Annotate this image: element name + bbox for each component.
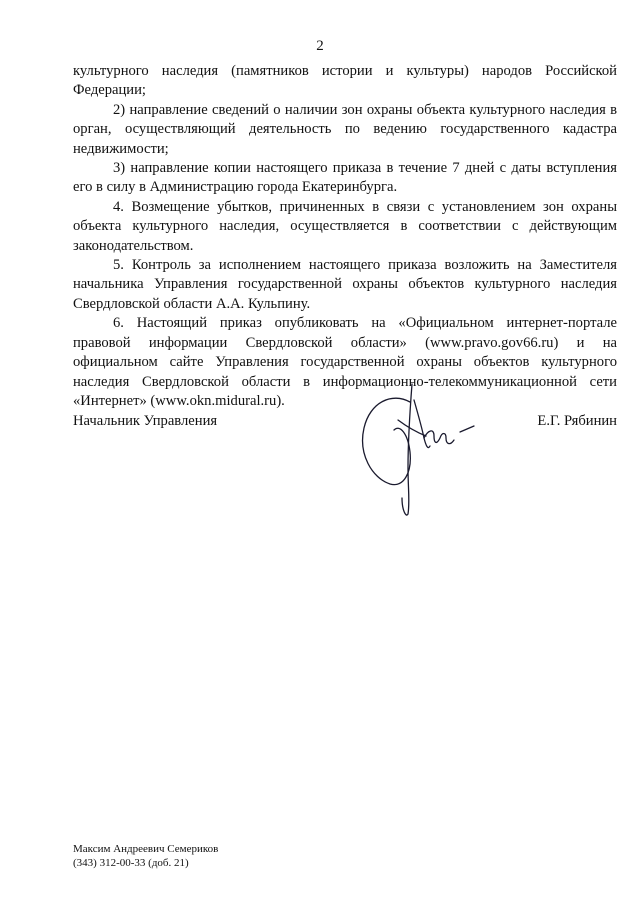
executor-phone: (343) 312-00-33 (доб. 21) [73, 857, 189, 869]
paragraph-4: 4. Возмещение убытков, причиненных в связи с установлением зон охраны объекта культурного наследия, осуществляется в соответствии с действующим законодательством. [73, 198, 617, 254]
paragraph-item-3: 3) направление копии настоящего приказа в течение 7 дней с даты вступления его в силу в Администрацию города Екатеринбурга. [73, 160, 617, 196]
signer-name: Е.Г. Рябинин [537, 413, 617, 429]
handwritten-signature-icon [352, 380, 482, 520]
paragraph-6: 6. Настоящий приказ опубликовать на «Официальном интернет-портале правовой информации Свердловской области» (www.pravo.gov66.ru) и на официальном сайте Управления государственной охраны объектов культурного наследия Свердловской области в информационно-телекоммуникационной сети «Интернет» (www.okn.midural.ru). [73, 315, 617, 409]
document-body [73, 62, 617, 411]
executor-name: Максим Андреевич Семериков [73, 843, 219, 855]
paragraph-item-2: 2) направление сведений о наличии зон охраны объекта культурного наследия в орган, осуществляющий деятельность по ведению государственного кадастра недвижимости; [73, 101, 617, 157]
paragraph-5: 5. Контроль за исполнением настоящего приказа возложить на Заместителя начальника Управления государственной охраны объектов культурного наследия Свердловской области А.А. Кульпину. [73, 257, 617, 312]
executor-footer [73, 842, 218, 870]
paragraph-continuation: культурного наследия (памятников истории и культуры) народов Российской Федерации; [73, 63, 617, 99]
signature-block [73, 413, 617, 437]
page-number: 2 [316, 38, 324, 54]
signer-title: Начальник Управления [73, 413, 218, 429]
